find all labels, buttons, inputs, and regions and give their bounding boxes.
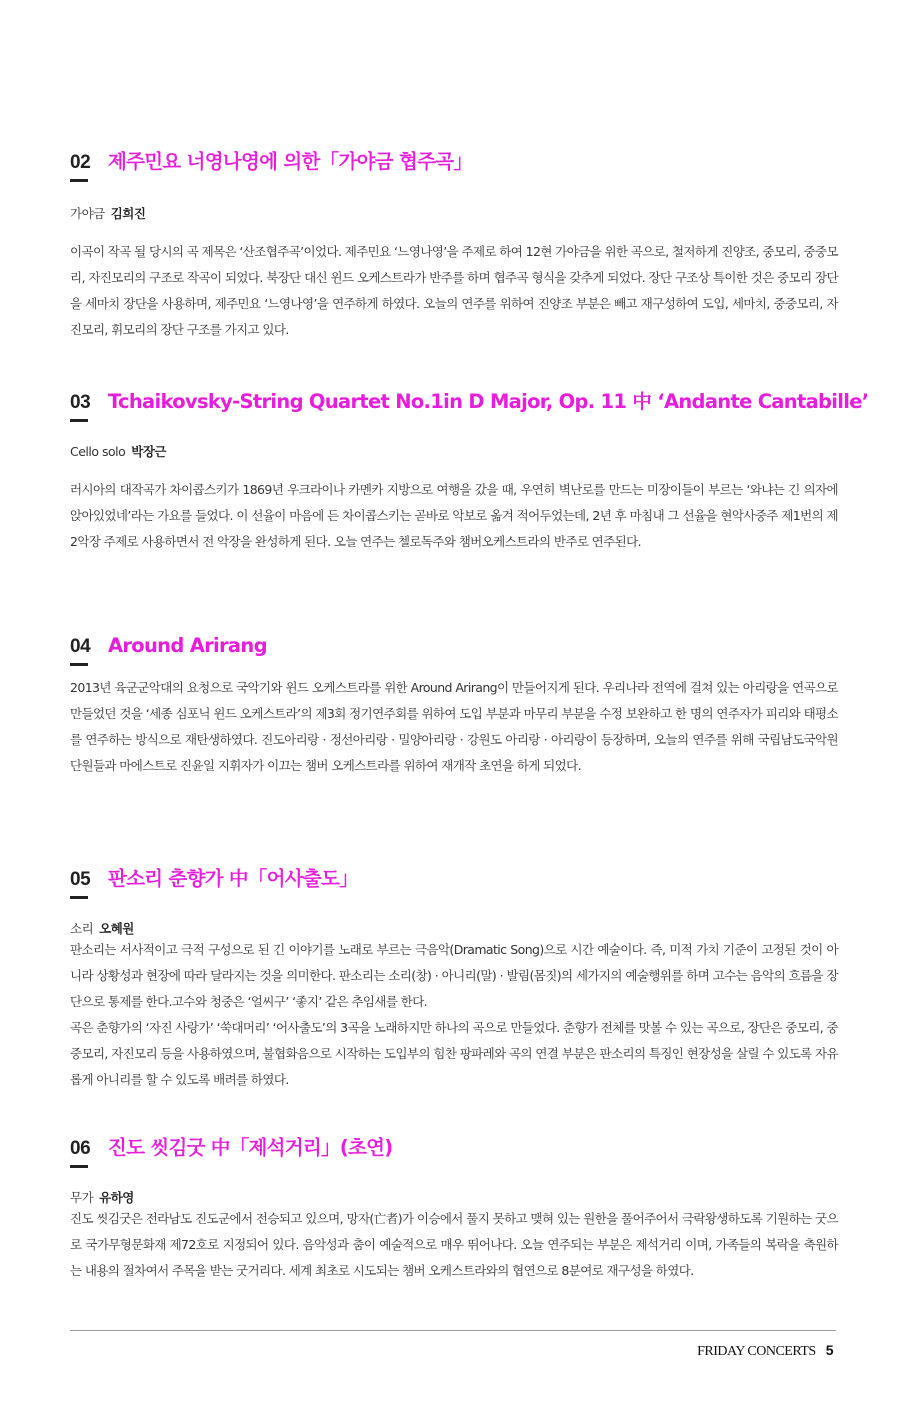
performer-name: 박장근 [131, 444, 167, 459]
page-number: 5 [825, 1342, 833, 1358]
body-paragraph: 이곡이 작곡 될 당시의 곡 제목은 ‘산조협주곡’이었다. 제주민요 ‘느영나영’을 주제로 하여 12현 가야금을 위한 곡으로, 철저하게 진양조, 중모리, 중중모리, 자진모리의 구조로 작곡이 되었다. 북장단 대신 윈드 오케스트라가 반주를 하며 협주곡 형식을 갖추게 되었다. 장단 구조상 특이한 것은 중모리 장단을 세마치 장단을 사용하며, 제주민요 ‘느영나영’을 연주하게 하였다. 오늘의 연주를 위하여 진양조 부분은 빼고 재구성하여 도입, 세마치, 중중모리, 자진모리, 휘모리의 장단 구조를 가지고 있다. [70, 244, 838, 337]
performer-name: 김희진 [110, 206, 146, 221]
section-body [70, 477, 838, 555]
body-paragraph: 곡은 춘향가의 ‘자진 사랑가’ ‘쑥대머리’ ‘어사출도’의 3곡을 노래하지만 하나의 곡으로 만들었다. 춘향가 전체를 맛볼 수 있는 곡으로, 장단은 중모리, 중중모리, 자진모리 등을 사용하였으며, 불협화음으로 시작하는 도입부의 힘찬 팡파레와 곡의 연결 부분은 판소리의 특징인 현장성을 살릴 수 있도록 자유롭게 아니리를 할 수 있도록 배려를 하였다. [70, 1020, 838, 1087]
body-paragraph: 판소리는 서사적이고 극적 구성으로 된 긴 이야기를 노래로 부르는 극음악(Dramatic Song)으로 시간 예술이다. 즉, 미적 가치 기준이 고정된 것이 아니라 상황성과 현장에 따라 달라지는 것을 의미한다. 판소리는 소리(창) · 아니리(말) · 발림(몸짓)의 세가지의 예술행위를 하며 고수는 음악의 흐름을 장단으로 통제를 한다.고수와 청중은 ‘얼씨구’ ‘좋지’ 같은 추임새를 한다. [70, 942, 838, 1009]
section-header [70, 634, 838, 658]
section-divider [70, 419, 88, 422]
section-title: Around Arirang [108, 634, 267, 657]
performer-line [70, 442, 838, 460]
section-title: 진도 씻김굿 中「제석거리」(초연) [108, 1136, 393, 1159]
body-paragraph: 2013년 육군군악대의 요청으로 국악기와 윈드 오케스트라를 위한 Around Arirang이 만들어지게 된다. 우리나라 전역에 걸쳐 있는 아리랑을 연곡으로 만들었던 것을 ‘세종 심포닉 윈드 오케스트라’의 제3회 정기연주회를 위하여 도입 부분과 마무리 부분을 수정 보완하고 한 명의 연주자가 피리와 태평소를 연주하는 방식으로 재탄생하였다. 진도아리랑 · 정선아리랑 · 밀양아리랑 · 강원도 아리랑 · 아리랑이 등장하며, 오늘의 연주를 위해 국립남도국악원 단원들과 마에스트로 진윤일 지휘자가 이끄는 챔버 오케스트라를 위하여 재개작 초연을 하게 되었다. [70, 680, 838, 773]
section-header [70, 386, 869, 414]
program-section-03 [70, 386, 869, 555]
performer-role: 가야금 [70, 206, 105, 221]
section-body [70, 1206, 838, 1284]
performer-line [70, 919, 838, 937]
program-section-04 [70, 634, 838, 779]
section-number: 04 [70, 636, 91, 657]
section-title: Tchaikovsky-String Quartet No.1in D Major, Op. 11 中 ‘Andante Cantabille’ [108, 390, 869, 413]
section-number: 05 [70, 869, 91, 890]
performer-name: 오혜원 [99, 921, 134, 936]
performer-role: 소리 [70, 921, 94, 936]
section-divider [70, 1165, 88, 1168]
section-title: 판소리 춘향가 中「어사출도」 [108, 867, 358, 890]
section-body [70, 937, 838, 1093]
section-number: 03 [70, 392, 91, 413]
section-divider [70, 663, 88, 666]
body-paragraph: 진도 씻김굿은 전라남도 진도군에서 전승되고 있으며, 망자(亡者)가 이승에서 풀지 못하고 맺혀 있는 원한을 풀어주어서 극락왕생하도록 기원하는 굿으로 국가무형문화재 제72호로 지정되어 있다. 음악성과 춤이 예술적으로 매우 뛰어나다. 오늘 연주되는 부분은 제석거리 이며, 가족들의 복락을 축원하는 내용의 절차여서 주목을 받는 굿거리다. 세계 최초로 시도되는 챔버 오케스트라와의 협연으로 8분여로 재구성을 하였다. [70, 1211, 838, 1278]
body-paragraph: 러시아의 대작곡가 차이콥스키가 1869년 우크라이나 카멘카 지방으로 여행을 갔을 때, 우연히 벽난로를 만드는 미장이들이 부르는 ‘와냐는 긴 의자에 앉아있었네’라는 가요를 들었다. 이 선율이 마음에 든 차이콥스키는 곧바로 악보로 옮겨 적어두었는데, 2년 후 마침내 그 선율을 현악사중주 제1번의 제2악장 주제로 사용하면서 전 악장을 완성하게 된다. 오늘 연주는 첼로독주와 챔버오케스트라의 반주로 연주된다. [70, 482, 838, 549]
section-header [70, 1132, 838, 1160]
section-divider [70, 179, 88, 182]
program-section-05 [70, 863, 838, 1093]
footer-label: FRIDAY CONCERTS [697, 1344, 816, 1359]
program-section-02 [70, 146, 838, 343]
section-header [70, 863, 838, 891]
section-title: 제주민요 너영나영에 의한「가야금 협주곡」 [108, 150, 473, 173]
section-number: 02 [70, 152, 91, 173]
footer-divider [70, 1330, 836, 1331]
performer-role: Cello solo [70, 444, 126, 459]
performer-line [70, 204, 838, 222]
performer-line [70, 1188, 838, 1206]
program-section-06 [70, 1132, 838, 1284]
performer-name: 유하영 [99, 1190, 134, 1205]
section-body [70, 239, 838, 343]
footer [697, 1342, 833, 1360]
section-header [70, 146, 838, 174]
section-divider [70, 896, 88, 899]
section-body [70, 675, 838, 779]
performer-role: 무가 [70, 1190, 94, 1205]
section-number: 06 [70, 1138, 91, 1159]
